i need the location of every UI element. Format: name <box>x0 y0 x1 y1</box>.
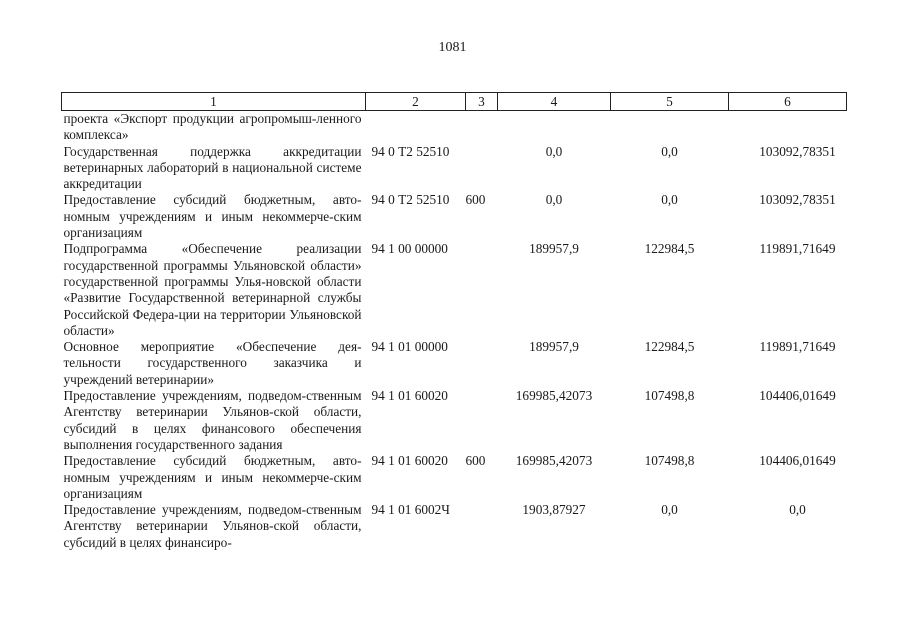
table-row <box>62 192 847 241</box>
row-value-6: 103092,78351 <box>759 192 836 208</box>
row-value-6: 0,0 <box>789 502 806 518</box>
row-expense-type: 600 <box>465 192 486 208</box>
row-name: проекта «Экспорт продукции агропромыш-ленного комплекса» <box>63 111 362 143</box>
table-row <box>62 453 847 502</box>
row-expense-type <box>466 111 498 144</box>
row-value-5: 0,0 <box>661 192 678 208</box>
row-value-5: 0,0 <box>661 502 678 518</box>
table-row <box>62 388 847 453</box>
row-value-4: 0,0 <box>545 192 563 208</box>
row-name: Предоставление субсидий бюджетным, авто-номным учреждениям и иным некоммерче-ским организациям <box>63 192 362 241</box>
row-value-4: 169985,42073 <box>515 453 593 469</box>
column-header-2: 2 <box>366 93 466 111</box>
row-value-5: 122984,5 <box>644 241 695 257</box>
column-header-4: 4 <box>498 93 611 111</box>
row-value-5: 107498,8 <box>644 388 695 404</box>
row-expense-type <box>466 339 498 388</box>
row-value-6: 104406,01649 <box>759 453 836 469</box>
row-value-4: 189957,9 <box>529 241 579 257</box>
row-value-6: 119891,71649 <box>759 339 836 355</box>
row-name: Государственная поддержка аккредитации ветеринарных лабораторий в национальной системе аккредитации <box>63 143 362 192</box>
row-name: Предоставление учреждениям, подведом-ственным Агентству ветеринарии Ульянов-ской области, субсидий в целях финансового обеспечения выполнения государственного задания <box>63 388 362 452</box>
row-value-5: 122984,5 <box>644 339 695 355</box>
table-row <box>62 111 847 144</box>
row-expense-type <box>466 502 498 551</box>
row-value-5: 107498,8 <box>644 453 695 469</box>
budget-table <box>61 92 847 551</box>
row-expense-type: 600 <box>465 453 486 469</box>
table-row <box>62 144 847 193</box>
row-value-4 <box>498 111 611 144</box>
column-header-6: 6 <box>729 93 847 111</box>
column-header-3: 3 <box>466 93 498 111</box>
column-header-1: 1 <box>62 93 366 111</box>
row-name: Основное мероприятие «Обеспечение дея-тельности государственного заказчика и учреждений ветеринарии» <box>63 339 362 387</box>
row-value-6 <box>729 111 847 144</box>
row-code: 94 1 01 6002Ч <box>371 502 450 518</box>
row-code: 94 1 01 60020 <box>371 453 448 469</box>
row-value-6: 119891,71649 <box>759 241 836 257</box>
row-value-6: 103092,78351 <box>759 143 836 159</box>
row-value-4: 169985,42073 <box>515 388 593 404</box>
row-code: 94 1 01 60020 <box>371 388 448 404</box>
row-name: Предоставление учреждениям, подведом-ственным Агентству ветеринарии Ульянов-ской области, субсидий в целях финансиро- <box>63 502 362 550</box>
row-code: 94 1 01 00000 <box>371 339 448 355</box>
row-value-5 <box>611 111 729 144</box>
column-header-5: 5 <box>611 93 729 111</box>
row-code: 94 0 Т2 52510 <box>371 143 450 159</box>
table-header-row <box>62 93 847 111</box>
row-name: Предоставление субсидий бюджетным, авто-номным учреждениям и иным некоммерче-ским организациям <box>63 453 362 501</box>
table-row <box>62 339 847 388</box>
row-value-4: 1903,87927 <box>522 502 586 518</box>
row-value-5: 0,0 <box>661 143 678 159</box>
row-code: 94 0 Т2 52510 <box>371 192 450 208</box>
row-name: Подпрограмма «Обеспечение реализации государственной программы Ульяновской области» государственной программы Улья-новской области «Развитие Государственной ветеринарной службы Российской Федера-ции на территории Ульяновской области» <box>63 241 362 338</box>
table-row <box>62 502 847 551</box>
row-expense-type <box>466 144 498 193</box>
table-row <box>62 241 847 339</box>
page-number: 1081 <box>438 40 467 55</box>
row-value-6: 104406,01649 <box>759 388 836 404</box>
row-expense-type <box>466 388 498 453</box>
row-expense-type <box>466 241 498 339</box>
row-code <box>366 111 466 144</box>
row-value-4: 0,0 <box>545 143 563 159</box>
row-code: 94 1 00 00000 <box>371 241 448 257</box>
row-value-4: 189957,9 <box>529 339 579 355</box>
